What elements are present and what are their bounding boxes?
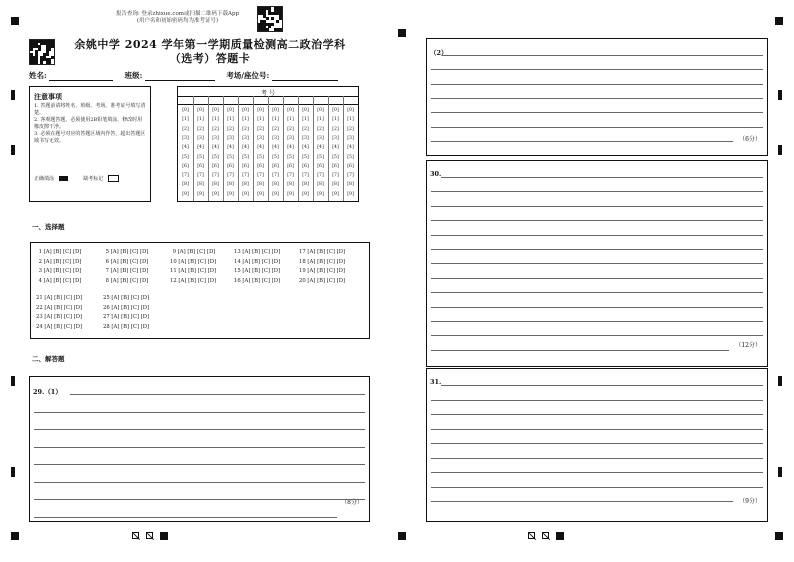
mcq-question-15[interactable]: 15 [A] [B] [C] [D]	[234, 268, 281, 274]
exam-digit-bubble[interactable]: [7]	[197, 173, 204, 179]
mcq-question-28[interactable]: 28 [A] [B] [C] [D]	[103, 323, 150, 330]
exam-digit-bubble[interactable]: [6]	[317, 163, 324, 169]
exam-digit-bubble[interactable]: [3]	[287, 135, 294, 141]
mcq-box	[30, 242, 370, 339]
solid-marker	[160, 532, 168, 540]
answer-line[interactable]	[34, 464, 365, 465]
exam-digit-bubble[interactable]: [1]	[287, 117, 294, 123]
q29-label: 29.（1）	[33, 388, 62, 396]
exam-digit-bubble[interactable]: [4]	[212, 145, 219, 151]
exam-digit-bubble[interactable]: [4]	[182, 145, 189, 151]
qr-module	[276, 20, 279, 23]
answer-line[interactable]	[431, 249, 763, 250]
exam-digit-bubble[interactable]: [0]	[227, 108, 234, 113]
exam-digit-bubble[interactable]: [9]	[317, 191, 324, 197]
exam-digit-bubble[interactable]: [2]	[272, 126, 279, 132]
mcq-question-7[interactable]: 7 [A] [B] [C] [D]	[103, 268, 149, 274]
mcq-question-8[interactable]: 8 [A] [B] [C] [D]	[103, 277, 149, 284]
notes-title: 注意事项	[34, 92, 62, 101]
exam-digit-bubble[interactable]: [1]	[182, 117, 189, 123]
correct-fill-sample	[59, 176, 68, 181]
mcq-question-1[interactable]: 1 [A] [B] [C] [D]	[36, 249, 82, 255]
exam-digit-bubble[interactable]: [0]	[302, 108, 309, 113]
mcq-question-4[interactable]: 4 [A] [B] [C] [D]	[36, 277, 82, 284]
corner-marker	[11, 532, 19, 540]
exam-digit-bubble[interactable]: [3]	[317, 135, 324, 141]
exam-digit-bubble[interactable]: [7]	[302, 173, 309, 179]
exam-digit-bubble[interactable]: [1]	[302, 117, 309, 123]
exam-digit-bubble[interactable]: [6]	[347, 163, 354, 169]
mcq-question-6[interactable]: 6 [A] [B] [C] [D]	[103, 258, 149, 265]
edge-marker	[778, 90, 782, 100]
mcq-question-2[interactable]: 2 [A] [B] [C] [D]	[36, 258, 82, 265]
answer-line[interactable]	[431, 69, 763, 70]
mcq-question-22[interactable]: 22 [A] [B] [C] [D]	[36, 304, 83, 311]
slash-marker-box	[528, 532, 535, 539]
mcq-question-19[interactable]: 19 [A] [B] [C] [D]	[299, 268, 346, 274]
answer-line[interactable]	[441, 385, 763, 386]
exam-digit-bubble[interactable]: [1]	[317, 117, 324, 123]
page-marker-group	[132, 532, 172, 540]
exam-digit-bubble[interactable]: [1]	[212, 117, 219, 123]
exam-digit-bubble[interactable]: [7]	[212, 173, 219, 179]
exam-digit-bubble[interactable]: [3]	[272, 135, 279, 141]
answer-line[interactable]	[431, 429, 763, 430]
answer-line[interactable]	[431, 112, 763, 113]
corner-marker	[398, 532, 406, 540]
qr-module	[30, 48, 33, 51]
exam-digit-bubble[interactable]: [9]	[212, 191, 219, 197]
answer-line[interactable]	[442, 55, 763, 56]
answer-line[interactable]	[34, 482, 365, 483]
exam-digit-bubble[interactable]: [0]	[317, 108, 324, 113]
note-item: 3. 必须在题号对应的答题区域内作答，超出答题区域书写无效。	[34, 131, 146, 144]
name-label: 姓名:	[29, 71, 47, 80]
exam-digit-bubble[interactable]: [0]	[257, 108, 264, 113]
exam-number-grid	[177, 86, 359, 202]
qr-module	[40, 61, 43, 64]
exam-digit-bubble[interactable]: [5]	[302, 154, 309, 160]
answer-line[interactable]	[34, 447, 365, 448]
exam-digit-bubble[interactable]: [7]	[287, 173, 294, 179]
mcq-question-26[interactable]: 26 [A] [B] [C] [D]	[103, 304, 150, 311]
qr-module	[268, 25, 271, 28]
exam-digit-bubble[interactable]: [2]	[317, 126, 324, 132]
answer-line[interactable]	[431, 321, 763, 322]
answer-line[interactable]	[431, 278, 763, 279]
exam-digit-bubble[interactable]: [2]	[182, 126, 189, 132]
exam-digit-bubble[interactable]: [5]	[227, 154, 234, 160]
qr-module	[46, 53, 49, 56]
answer-line[interactable]	[431, 414, 763, 415]
answer-line[interactable]	[431, 84, 763, 85]
exam-number-header: 考 号	[261, 90, 275, 97]
mcq-question-21[interactable]: 21 [A] [B] [C] [D]	[36, 295, 83, 301]
exam-digit-bubble[interactable]: [3]	[182, 135, 189, 141]
mcq-question-23[interactable]: 23 [A] [B] [C] [D]	[36, 314, 83, 320]
exam-digit-bubble[interactable]: [1]	[257, 117, 264, 123]
exam-digit-bubble[interactable]: [3]	[227, 135, 234, 141]
answer-line[interactable]	[431, 220, 763, 221]
room-seat-field[interactable]	[272, 72, 338, 81]
q30-answer-box	[426, 160, 768, 367]
exam-digit-bubble[interactable]: [1]	[227, 117, 234, 123]
exam-digit-bubble[interactable]: [8]	[227, 182, 234, 188]
exam-digit-bubble[interactable]: [4]	[272, 145, 279, 151]
exam-digit-bubble[interactable]: [7]	[317, 173, 324, 179]
exam-digit-bubble[interactable]: [4]	[227, 145, 234, 151]
qr-code	[257, 6, 283, 32]
qr-module	[51, 56, 54, 59]
corner-marker	[11, 17, 19, 25]
exam-digit-bubble[interactable]: [9]	[197, 191, 204, 197]
exam-digit-bubble[interactable]: [2]	[227, 126, 234, 132]
exam-digit-bubble[interactable]: [4]	[242, 145, 249, 151]
exam-digit-bubble[interactable]: [5]	[257, 154, 264, 160]
exam-digit-bubble[interactable]: [6]	[182, 163, 189, 169]
mcq-question-18[interactable]: 18 [A] [B] [C] [D]	[299, 258, 346, 265]
exam-digit-bubble[interactable]: [9]	[302, 191, 309, 197]
answer-line[interactable]	[431, 307, 763, 308]
exam-digit-bubble[interactable]: [7]	[257, 173, 264, 179]
exam-digit-bubble[interactable]: [8]	[197, 182, 204, 188]
section-choice-label: 一、选择题	[32, 223, 65, 231]
exam-digit-bubble[interactable]: [5]	[332, 154, 339, 160]
answer-line[interactable]	[431, 191, 763, 192]
qr-module	[35, 61, 38, 64]
exam-digit-bubble[interactable]: [8]	[347, 182, 354, 188]
answer-line[interactable]	[34, 517, 337, 518]
exam-digit-bubble[interactable]: [0]	[332, 108, 339, 113]
exam-digit-bubble[interactable]: [8]	[302, 182, 309, 188]
answer-line[interactable]	[431, 335, 763, 336]
edge-marker	[778, 467, 782, 477]
qr-module	[48, 61, 51, 64]
exam-digit-bubble[interactable]: [8]	[242, 182, 249, 188]
exam-digit-bubble[interactable]: [4]	[332, 145, 339, 151]
exam-digit-bubble[interactable]: [5]	[347, 154, 354, 160]
q29-answer-box	[29, 376, 370, 522]
exam-digit-bubble[interactable]: [2]	[302, 126, 309, 132]
student-info-row	[29, 70, 369, 81]
exam-digit-bubble[interactable]: [7]	[242, 173, 249, 179]
answer-line[interactable]	[431, 127, 763, 128]
qr-module	[48, 48, 51, 51]
exam-digit-bubble[interactable]: [3]	[302, 135, 309, 141]
exam-digit-bubble[interactable]: [8]	[257, 182, 264, 188]
class-field[interactable]	[145, 72, 215, 81]
absent-mark-box[interactable]	[108, 175, 119, 182]
mcq-question-24[interactable]: 24 [A] [B] [C] [D]	[36, 323, 83, 330]
exam-digit-bubble[interactable]: [3]	[257, 135, 264, 141]
exam-digit-bubble[interactable]: [6]	[227, 163, 234, 169]
qr-module	[38, 48, 41, 51]
notes-list	[34, 103, 146, 145]
exam-digit-bubble[interactable]: [0]	[182, 108, 189, 113]
exam-digit-bubble[interactable]: [6]	[242, 163, 249, 169]
mcq-question-25[interactable]: 25 [A] [B] [C] [D]	[103, 295, 150, 301]
exam-digit-bubble[interactable]: [5]	[242, 154, 249, 160]
exam-digit-bubble[interactable]: [0]	[197, 108, 204, 113]
q29-2-label: （2）	[430, 49, 448, 57]
page-marker-group	[528, 532, 568, 540]
report-query-line1: 报告查询: 登录zhixue.com或扫描二维码下载App	[115, 11, 240, 17]
mcq-question-13[interactable]: 13 [A] [B] [C] [D]	[234, 249, 281, 255]
exam-digit-bubble[interactable]: [1]	[332, 117, 339, 123]
qr-module	[266, 17, 269, 20]
report-query-note	[110, 11, 245, 25]
exam-digit-bubble[interactable]: [9]	[332, 191, 339, 197]
section-answer-label: 二、解答题	[32, 355, 65, 363]
mcq-question-20[interactable]: 20 [A] [B] [C] [D]	[299, 277, 346, 284]
exam-digit-bubble[interactable]: [3]	[212, 135, 219, 141]
edge-marker	[778, 376, 782, 386]
q29-2-answer-box	[426, 38, 768, 156]
title-line1: 余姚中学 2024 学年第一学期质量检测高二政治学科	[74, 38, 346, 51]
exam-digit-bubble[interactable]: [2]	[212, 126, 219, 132]
fill-legend	[34, 175, 146, 183]
correct-fill-label: 正确填涂	[34, 176, 55, 182]
answer-line[interactable]	[431, 292, 763, 293]
exam-digit-bubble[interactable]: [0]	[287, 108, 294, 113]
exam-digit-bubble[interactable]: [2]	[257, 126, 264, 132]
exam-digit-bubble[interactable]: [4]	[317, 145, 324, 151]
report-query-line2: (用户名和初始密码均为准考证号)	[136, 18, 219, 24]
exam-digit-bubble[interactable]: [0]	[272, 108, 279, 113]
answer-line[interactable]	[441, 177, 763, 178]
answer-line[interactable]	[431, 350, 729, 351]
q30-score: （12分）	[735, 342, 761, 349]
answer-line[interactable]	[70, 394, 365, 395]
qr-module	[271, 17, 274, 20]
exam-digit-bubble[interactable]: [6]	[197, 163, 204, 169]
exam-digit-bubble[interactable]: [5]	[272, 154, 279, 160]
exam-digit-bubble[interactable]: [1]	[242, 117, 249, 123]
answer-line[interactable]	[431, 235, 763, 236]
exam-digit-bubble[interactable]: [6]	[212, 163, 219, 169]
q31-label: 31.	[430, 378, 442, 386]
exam-digit-bubble[interactable]: [8]	[332, 182, 339, 188]
q29-score: （8分）	[341, 499, 363, 506]
exam-digit-bubble[interactable]: [1]	[347, 117, 354, 123]
exam-digit-bubble[interactable]: [9]	[347, 191, 354, 197]
edge-marker	[11, 90, 15, 100]
mcq-question-16[interactable]: 16 [A] [B] [C] [D]	[234, 277, 281, 284]
exam-digit-bubble[interactable]: [7]	[332, 173, 339, 179]
exam-digit-bubble[interactable]: [9]	[272, 191, 279, 197]
exam-digit-bubble[interactable]: [7]	[182, 173, 189, 179]
exam-digit-bubble[interactable]: [4]	[287, 145, 294, 151]
qr-module	[279, 28, 282, 31]
exam-digit-bubble[interactable]: [9]	[287, 191, 294, 197]
name-field[interactable]	[49, 72, 113, 81]
exam-digit-bubble[interactable]: [8]	[287, 182, 294, 188]
edge-marker	[11, 467, 15, 477]
solid-marker	[556, 532, 564, 540]
answer-line[interactable]	[431, 458, 763, 459]
exam-digit-bubble[interactable]: [1]	[197, 117, 204, 123]
q31-score: （9分）	[739, 498, 761, 505]
exam-digit-bubble[interactable]: [8]	[317, 182, 324, 188]
exam-digit-bubble[interactable]: [5]	[317, 154, 324, 160]
mcq-question-9[interactable]: 9 [A] [B] [C] [D]	[170, 249, 216, 255]
exam-digit-bubble[interactable]: [9]	[257, 191, 264, 197]
edge-marker	[11, 145, 15, 155]
exam-digit-bubble[interactable]: [2]	[287, 126, 294, 132]
note-item: 2. 客观题答题，必须使用2B铅笔填涂，修改时用橡皮擦干净。	[34, 117, 143, 130]
q29-2-score: （6分）	[739, 136, 761, 143]
exam-digit-bubble[interactable]: [8]	[272, 182, 279, 188]
answer-line[interactable]	[431, 472, 763, 473]
qr-code	[29, 39, 55, 65]
corner-marker	[775, 17, 783, 25]
exam-digit-bubble[interactable]: [6]	[332, 163, 339, 169]
qr-module	[266, 28, 269, 31]
exam-digit-bubble[interactable]: [8]	[182, 182, 189, 188]
exam-digit-bubble[interactable]: [5]	[182, 154, 189, 160]
note-item: 1. 答题前请将姓名、班级、考场、准考证号填写清楚。	[34, 103, 146, 116]
exam-digit-bubble[interactable]: [6]	[257, 163, 264, 169]
slash-marker-box	[132, 532, 139, 539]
slash-marker-box	[146, 532, 153, 539]
answer-line[interactable]	[431, 206, 763, 207]
title-line2: （选考）答题卡	[169, 52, 251, 65]
qr-module	[271, 23, 274, 26]
edge-marker	[778, 145, 782, 155]
corner-marker	[775, 532, 783, 540]
exam-digit-bubble[interactable]: [7]	[272, 173, 279, 179]
exam-digit-bubble[interactable]: [2]	[332, 126, 339, 132]
exam-digit-bubble[interactable]: [2]	[242, 126, 249, 132]
slash-marker-box	[542, 532, 549, 539]
exam-digit-bubble[interactable]: [4]	[302, 145, 309, 151]
exam-digit-bubble[interactable]: [1]	[272, 117, 279, 123]
exam-digit-bubble[interactable]: [7]	[347, 173, 354, 179]
answer-line[interactable]	[431, 98, 763, 99]
mcq-question-27[interactable]: 27 [A] [B] [C] [D]	[103, 314, 150, 320]
exam-digit-bubble[interactable]: [9]	[182, 191, 189, 197]
exam-digit-bubble[interactable]: [3]	[197, 135, 204, 141]
exam-digit-bubble[interactable]: [3]	[347, 135, 354, 141]
corner-marker	[398, 29, 406, 37]
answer-line[interactable]	[34, 499, 365, 500]
exam-digit-bubble[interactable]: [0]	[242, 108, 249, 113]
q30-label: 30.	[430, 170, 442, 178]
exam-digit-bubble[interactable]: [4]	[197, 145, 204, 151]
exam-digit-bubble[interactable]: [6]	[272, 163, 279, 169]
q31-answer-box	[426, 368, 768, 522]
qr-module	[51, 45, 54, 48]
absent-mark-label: 缺考标记	[83, 176, 104, 182]
mcq-question-17[interactable]: 17 [A] [B] [C] [D]	[299, 249, 346, 255]
answer-line[interactable]	[431, 443, 763, 444]
exam-digit-bubble[interactable]: [3]	[332, 135, 339, 141]
exam-digit-bubble[interactable]: [5]	[197, 154, 204, 160]
notes-box	[29, 86, 151, 202]
exam-digit-bubble[interactable]: [6]	[287, 163, 294, 169]
class-label: 班级:	[124, 71, 143, 80]
exam-digit-bubble[interactable]: [9]	[227, 191, 234, 197]
exam-digit-bubble[interactable]: [8]	[212, 182, 219, 188]
answer-line[interactable]	[431, 400, 763, 401]
answer-line[interactable]	[34, 412, 365, 413]
mcq-question-5[interactable]: 5 [A] [B] [C] [D]	[103, 249, 149, 255]
room-seat-label: 考场/座位号:	[226, 71, 270, 80]
mcq-question-12[interactable]: 12 [A] [B] [C] [D]	[170, 277, 217, 284]
mcq-question-14[interactable]: 14 [A] [B] [C] [D]	[234, 258, 281, 265]
exam-digit-bubble[interactable]: [6]	[302, 163, 309, 169]
mcq-question-3[interactable]: 3 [A] [B] [C] [D]	[36, 268, 82, 274]
exam-digit-bubble[interactable]: [2]	[197, 126, 204, 132]
mcq-question-11[interactable]: 11 [A] [B] [C] [D]	[170, 268, 217, 274]
exam-digit-bubble[interactable]: [4]	[257, 145, 264, 151]
exam-digit-bubble[interactable]: [3]	[242, 135, 249, 141]
answer-line[interactable]	[431, 263, 763, 264]
exam-digit-bubble[interactable]: [5]	[287, 154, 294, 160]
exam-digit-bubble[interactable]: [0]	[347, 108, 354, 113]
edge-marker	[11, 376, 15, 386]
exam-digit-bubble[interactable]: [9]	[242, 191, 249, 197]
exam-digit-bubble[interactable]: [0]	[212, 108, 219, 113]
mcq-question-10[interactable]: 10 [A] [B] [C] [D]	[170, 258, 217, 265]
exam-digit-bubble[interactable]: [7]	[227, 173, 234, 179]
answer-line[interactable]	[431, 501, 733, 502]
exam-digit-bubble[interactable]: [4]	[347, 145, 354, 151]
answer-line[interactable]	[34, 429, 365, 430]
qr-module	[279, 17, 282, 20]
exam-digit-bubble[interactable]: [5]	[212, 154, 219, 160]
answer-line[interactable]	[431, 141, 733, 142]
exam-digit-bubble[interactable]: [2]	[347, 126, 354, 132]
answer-line[interactable]	[431, 487, 763, 488]
page-title	[60, 38, 360, 66]
